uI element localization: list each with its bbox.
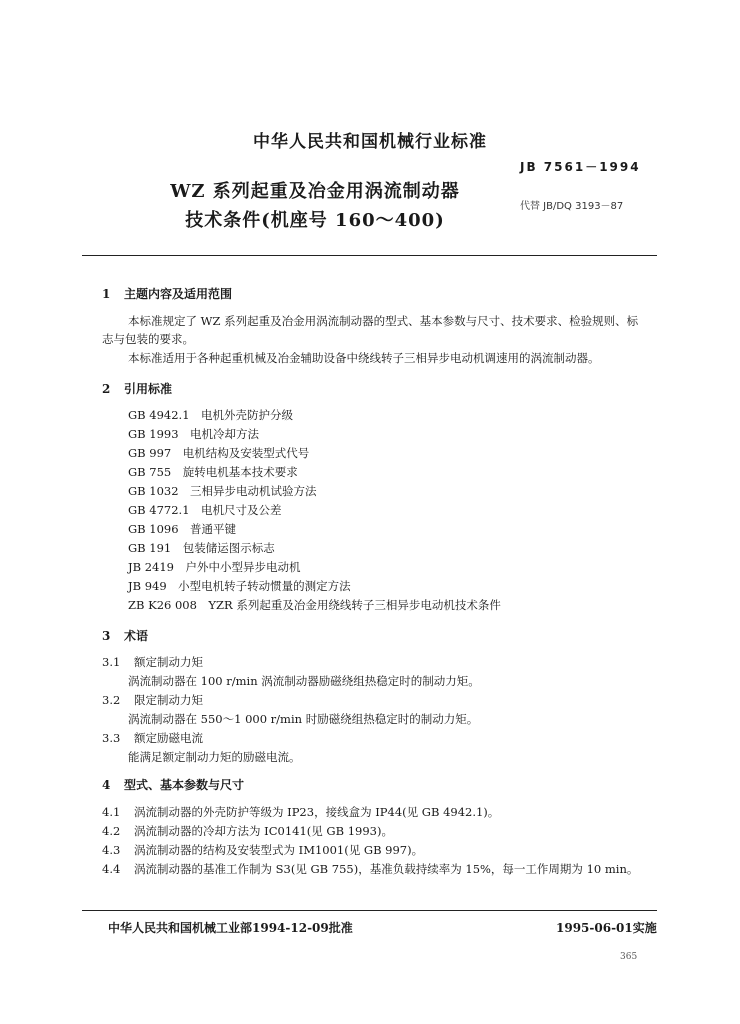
section-title: 引用标准 [124, 382, 173, 396]
clause-number: 3.1 [102, 655, 121, 669]
clause-text: 涡流制动器的外壳防护等级为 IP23，接线盒为 IP44(见 GB 4942.1)。 [134, 805, 500, 819]
term-name: 额定制动力矩 [134, 655, 203, 669]
term-name: 限定制动力矩 [134, 693, 203, 707]
section-3-heading [102, 627, 148, 644]
page-number: 365 [620, 952, 638, 962]
reference-item: GB 1096 普通平键 [128, 522, 237, 536]
reference-item: ZB K26 008 YZR 系列起重及冶金用绕线转子三相异步电动机技术条件 [128, 598, 501, 612]
section-number: 1 [102, 287, 111, 301]
clause-number: 4.2 [102, 824, 121, 838]
clause-4-4 [102, 861, 638, 877]
clause-number: 3.3 [102, 731, 121, 745]
section-1-para-2: 本标准适用于各种起重机械及冶金辅助设备中绕线转子三相异步电动机调速用的涡流制动器。 [128, 351, 600, 365]
clause-number: 3.2 [102, 693, 121, 707]
clause-text: 涡流制动器的冷却方法为 IC0141(见 GB 1993)。 [134, 824, 393, 838]
section-2-heading [102, 380, 172, 397]
reference-item: JB 2419 户外中小型异步电动机 [128, 560, 301, 574]
reference-item: GB 1993 电机冷却方法 [128, 427, 260, 441]
clause-4-1 [102, 804, 499, 820]
term-definition: 能满足额定制动力矩的励磁电流。 [128, 750, 301, 764]
clause-number: 4.4 [102, 862, 121, 876]
effective-date: 1995-06-01实施 [556, 921, 657, 935]
section-4-heading [102, 776, 244, 793]
clause-text: 涡流制动器的基准工作制为 S3(见 GB 755)，基准负载持续率为 15%，每一工作周期为 10 min。 [134, 862, 639, 876]
section-number: 3 [102, 629, 111, 643]
clause-4-3 [102, 842, 423, 858]
replaced-standard: 代替 JB/DQ 3193－87 [520, 201, 624, 212]
term-3-1 [102, 654, 203, 670]
header-divider [82, 255, 657, 256]
reference-item: GB 1032 三相异步电动机试验方法 [128, 484, 317, 498]
section-title: 术语 [124, 629, 149, 643]
clause-4-2 [102, 823, 393, 839]
document-title-line-1: WZ 系列起重及冶金用涡流制动器 [170, 181, 460, 202]
section-1-heading [102, 285, 232, 302]
issuing-body-title: 中华人民共和国机械行业标准 [253, 132, 487, 152]
reference-item: GB 191 包装储运图示标志 [128, 541, 275, 555]
clause-number: 4.1 [102, 805, 121, 819]
reference-item: GB 4942.1 电机外壳防护分级 [128, 408, 294, 422]
reference-item: GB 997 电机结构及安装型式代号 [128, 446, 310, 460]
section-number: 4 [102, 778, 111, 792]
reference-item: GB 755 旋转电机基本技术要求 [128, 465, 298, 479]
standard-number: JB 7561－1994 [520, 160, 641, 174]
section-1-para-1b: 志与包装的要求。 [102, 332, 194, 346]
footer-divider [82, 910, 657, 911]
reference-item: GB 4772.1 电机尺寸及公差 [128, 503, 282, 517]
term-definition: 涡流制动器在 100 r/min 涡流制动器励磁绕组热稳定时的制动力矩。 [128, 674, 480, 688]
section-number: 2 [102, 382, 111, 396]
reference-item: JB 949 小型电机转子转动惯量的测定方法 [128, 579, 351, 593]
clause-text: 涡流制动器的结构及安装型式为 IM1001(见 GB 997)。 [134, 843, 424, 857]
section-title: 型式、基本参数与尺寸 [124, 778, 245, 792]
term-definition: 涡流制动器在 550～1 000 r/min 时励磁绕组热稳定时的制动力矩。 [128, 712, 479, 726]
term-name: 额定励磁电流 [134, 731, 203, 745]
approval-line: 中华人民共和国机械工业部1994-12-09批准 [108, 921, 353, 935]
section-1-para-1a: 本标准规定了 WZ 系列起重及冶金用涡流制动器的型式、基本参数与尺寸、技术要求、检验规则、标 [128, 314, 639, 328]
clause-number: 4.3 [102, 843, 121, 857]
section-title: 主题内容及适用范围 [124, 287, 233, 301]
document-title-line-2: 技术条件(机座号 160～400) [185, 210, 445, 231]
term-3-3 [102, 730, 203, 746]
term-3-2 [102, 692, 203, 708]
